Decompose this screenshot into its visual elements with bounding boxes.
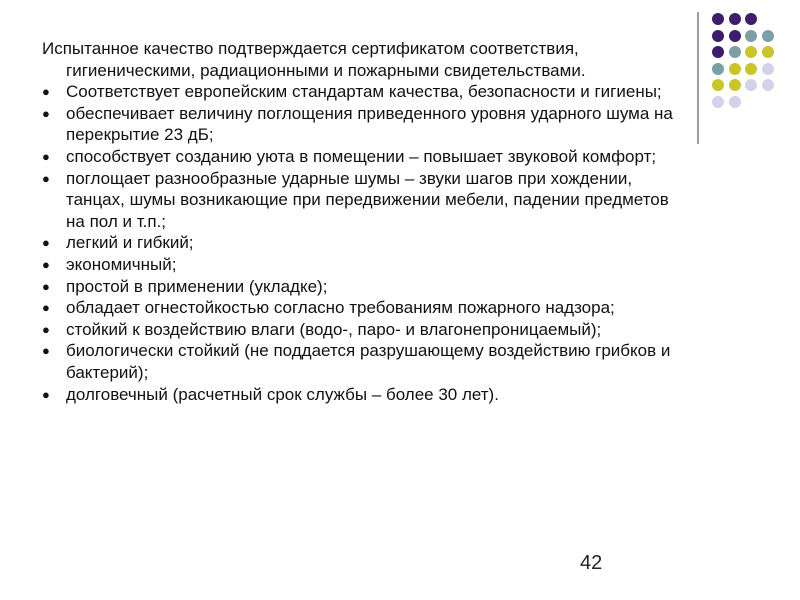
list-item xyxy=(42,168,692,233)
intro-paragraph: Испытанное качество подтверждается сертификатом соответствия, гигиеническими, радиационными и пожарными свидетельствами. xyxy=(42,39,586,80)
decorative-dot xyxy=(745,46,757,58)
decorative-dot xyxy=(762,79,774,91)
slide-content xyxy=(42,38,692,405)
bullet-icon: ● xyxy=(42,148,50,164)
list-item-text: обеспечивает величину поглощения приведенного уровня ударного шума на перекрытие 23 дБ; xyxy=(66,103,673,145)
bullet-icon: ● xyxy=(42,300,50,316)
list-item-text: биологически стойкий (не поддается разрушающему воздействию грибков и бактерий); xyxy=(66,341,671,382)
decorative-dot xyxy=(712,30,724,42)
decorative-dot xyxy=(762,63,774,75)
list-item xyxy=(42,276,692,298)
bullet-icon: ● xyxy=(42,256,50,272)
bullet-icon: ● xyxy=(42,343,50,359)
decorative-dot xyxy=(745,30,757,42)
list-item-text: экономичный; xyxy=(66,254,177,274)
decorative-dot xyxy=(729,96,741,108)
decorative-dot xyxy=(729,46,741,58)
list-item-text: поглощает разнообразные ударные шумы – звуки шагов при хождении, танцах, шумы возникающие при передвижении мебели, падении предметов на пол и т.п.; xyxy=(66,168,669,231)
decorative-dot xyxy=(729,30,741,42)
list-item-text: Соответствует европейским стандартам качества, безопасности и гигиены; xyxy=(66,82,662,102)
list-item xyxy=(42,384,692,406)
decorative-dot xyxy=(712,96,724,108)
list-item xyxy=(42,146,692,168)
decorative-dot xyxy=(712,79,724,91)
list-item-text: обладает огнестойкостью согласно требованиям пожарного надзора; xyxy=(66,298,615,318)
list-item xyxy=(42,81,692,103)
decorative-dot xyxy=(729,63,741,75)
feature-list xyxy=(42,81,692,405)
decorative-dot xyxy=(712,63,724,75)
list-item-text: стойкий к воздействию влаги (водо-, паро- и влагонепроницаемый); xyxy=(66,319,602,339)
decorative-dot xyxy=(729,13,741,25)
bullet-icon: ● xyxy=(42,84,50,100)
decorative-dot xyxy=(712,46,724,58)
decorative-dot xyxy=(712,13,724,25)
list-item-text: долговечный (расчетный срок службы – более 30 лет). xyxy=(66,384,499,404)
bullet-icon: ● xyxy=(42,235,50,251)
decorative-dot xyxy=(745,13,757,25)
bullet-icon: ● xyxy=(42,321,50,337)
list-item xyxy=(42,103,692,146)
page-number: 42 xyxy=(580,552,603,574)
decorative-dot xyxy=(729,79,741,91)
bullet-icon: ● xyxy=(42,278,50,294)
list-item xyxy=(42,319,692,341)
bullet-icon: ● xyxy=(42,386,50,402)
decorative-dot xyxy=(762,46,774,58)
bullet-icon: ● xyxy=(42,105,50,121)
list-item xyxy=(42,340,692,383)
list-item xyxy=(42,297,692,319)
list-item xyxy=(42,232,692,254)
list-item-text: легкий и гибкий; xyxy=(66,233,194,253)
list-item-text: способствует созданию уюта в помещении – повышает звуковой комфорт; xyxy=(66,146,657,166)
bullet-icon: ● xyxy=(42,170,50,186)
decorative-dot xyxy=(762,30,774,42)
list-item-text: простой в применении (укладке); xyxy=(66,276,328,296)
list-item xyxy=(42,254,692,276)
decorative-dot xyxy=(745,63,757,75)
decorative-dot xyxy=(745,79,757,91)
